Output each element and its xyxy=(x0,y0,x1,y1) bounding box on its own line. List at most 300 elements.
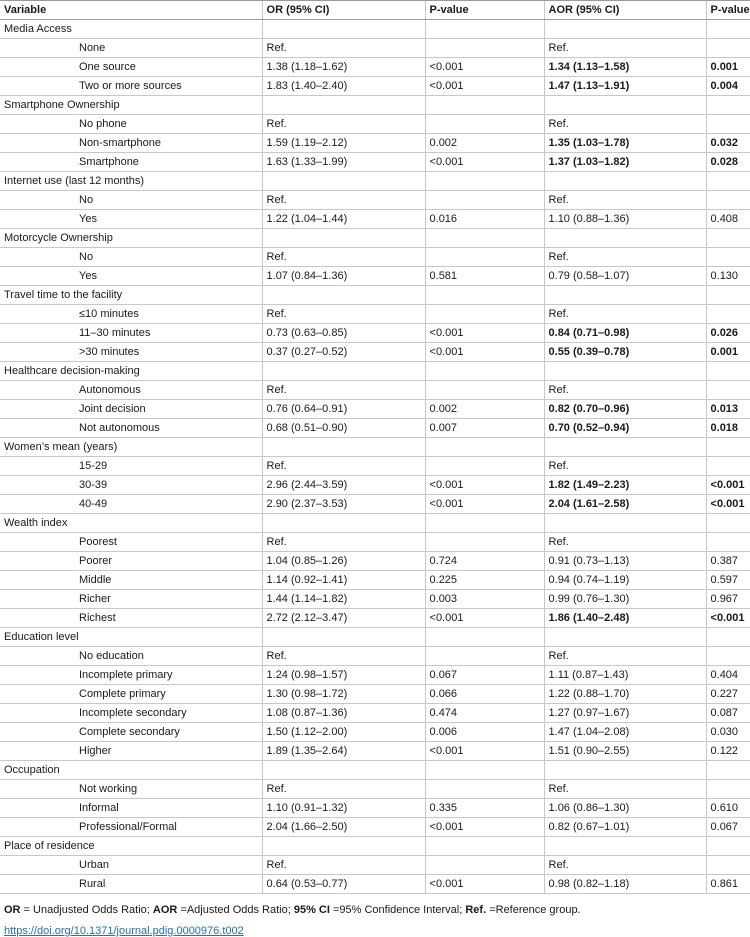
empty-cell xyxy=(706,761,750,780)
level-label: Incomplete secondary xyxy=(75,704,262,723)
empty-cell xyxy=(425,761,544,780)
or-value: 0.73 (0.63–0.85) xyxy=(262,324,425,343)
header-p-value-adjusted: P-value xyxy=(706,1,750,20)
p-value-adjusted: 0.130 xyxy=(706,267,750,286)
empty-cell xyxy=(262,628,425,647)
table-group-row xyxy=(0,761,750,780)
table-row xyxy=(0,134,750,153)
indent-cell xyxy=(0,799,75,818)
empty-cell xyxy=(262,438,425,457)
empty-cell xyxy=(262,362,425,381)
empty-cell xyxy=(706,286,750,305)
or-value: Ref. xyxy=(262,39,425,58)
or-value: 2.04 (1.66–2.50) xyxy=(262,818,425,837)
table-row xyxy=(0,799,750,818)
table-row xyxy=(0,742,750,761)
p-value-unadjusted: 0.007 xyxy=(425,419,544,438)
empty-cell xyxy=(425,96,544,115)
indent-cell xyxy=(0,818,75,837)
p-value-adjusted xyxy=(706,305,750,324)
p-value-adjusted: 0.032 xyxy=(706,134,750,153)
indent-cell xyxy=(0,875,75,894)
p-value-adjusted: 0.001 xyxy=(706,343,750,362)
p-value-unadjusted: <0.001 xyxy=(425,77,544,96)
indent-cell xyxy=(0,704,75,723)
empty-cell xyxy=(706,514,750,533)
or-value: 0.37 (0.27–0.52) xyxy=(262,343,425,362)
table-header-row xyxy=(0,1,750,20)
level-label: Rural xyxy=(75,875,262,894)
empty-cell xyxy=(544,438,706,457)
level-label: Yes xyxy=(75,267,262,286)
aor-value: 1.34 (1.13–1.58) xyxy=(544,58,706,77)
level-label: 30-39 xyxy=(75,476,262,495)
empty-cell xyxy=(425,514,544,533)
footnote-definition: =Reference group. xyxy=(486,904,581,916)
table-row xyxy=(0,400,750,419)
table-row xyxy=(0,191,750,210)
or-value: Ref. xyxy=(262,248,425,267)
aor-value: 1.82 (1.49–2.23) xyxy=(544,476,706,495)
indent-cell xyxy=(0,343,75,362)
p-value-adjusted: <0.001 xyxy=(706,476,750,495)
p-value-unadjusted: 0.002 xyxy=(425,134,544,153)
empty-cell xyxy=(706,438,750,457)
indent-cell xyxy=(0,647,75,666)
level-label: Poorer xyxy=(75,552,262,571)
p-value-adjusted: 0.597 xyxy=(706,571,750,590)
indent-cell xyxy=(0,476,75,495)
indent-cell xyxy=(0,400,75,419)
p-value-adjusted: <0.001 xyxy=(706,609,750,628)
header-or: OR (95% CI) xyxy=(262,1,425,20)
p-value-adjusted xyxy=(706,381,750,400)
or-value: 0.76 (0.64–0.91) xyxy=(262,400,425,419)
indent-cell xyxy=(0,609,75,628)
aor-value: 0.82 (0.70–0.96) xyxy=(544,400,706,419)
p-value-adjusted xyxy=(706,191,750,210)
level-label: Informal xyxy=(75,799,262,818)
or-value: 2.72 (2.12–3.47) xyxy=(262,609,425,628)
table-body xyxy=(0,20,750,894)
p-value-unadjusted: <0.001 xyxy=(425,742,544,761)
p-value-adjusted xyxy=(706,457,750,476)
empty-cell xyxy=(706,96,750,115)
or-value: 1.50 (1.12–2.00) xyxy=(262,723,425,742)
p-value-unadjusted: 0.066 xyxy=(425,685,544,704)
p-value-adjusted: 0.408 xyxy=(706,210,750,229)
table-group-row xyxy=(0,837,750,856)
table-row xyxy=(0,856,750,875)
level-label: None xyxy=(75,39,262,58)
aor-value: 0.79 (0.58–1.07) xyxy=(544,267,706,286)
p-value-adjusted: 0.227 xyxy=(706,685,750,704)
level-label: >30 minutes xyxy=(75,343,262,362)
indent-cell xyxy=(0,324,75,343)
p-value-unadjusted: 0.002 xyxy=(425,400,544,419)
or-value: 1.63 (1.33–1.99) xyxy=(262,153,425,172)
group-label: Healthcare decision-making xyxy=(0,362,262,381)
table-row xyxy=(0,609,750,628)
p-value-adjusted xyxy=(706,780,750,799)
table-row xyxy=(0,419,750,438)
table-group-row xyxy=(0,96,750,115)
empty-cell xyxy=(706,20,750,39)
table-row xyxy=(0,647,750,666)
p-value-unadjusted xyxy=(425,457,544,476)
level-label: Richest xyxy=(75,609,262,628)
table-group-row xyxy=(0,628,750,647)
or-value: 1.10 (0.91–1.32) xyxy=(262,799,425,818)
aor-value: Ref. xyxy=(544,856,706,875)
or-value: 1.89 (1.35–2.64) xyxy=(262,742,425,761)
level-label: 40-49 xyxy=(75,495,262,514)
level-label: Smartphone xyxy=(75,153,262,172)
doi-link[interactable]: https://doi.org/10.1371/journal.pdig.0000976.t002 xyxy=(4,925,244,937)
p-value-adjusted: 0.404 xyxy=(706,666,750,685)
empty-cell xyxy=(262,172,425,191)
p-value-adjusted: 0.087 xyxy=(706,704,750,723)
table-row xyxy=(0,495,750,514)
table-row xyxy=(0,210,750,229)
table-row xyxy=(0,875,750,894)
or-value: 1.30 (0.98–1.72) xyxy=(262,685,425,704)
table-row xyxy=(0,39,750,58)
or-value: 1.83 (1.40–2.40) xyxy=(262,77,425,96)
p-value-adjusted xyxy=(706,533,750,552)
aor-value: 1.27 (0.97–1.67) xyxy=(544,704,706,723)
table-row xyxy=(0,780,750,799)
indent-cell xyxy=(0,590,75,609)
indent-cell xyxy=(0,267,75,286)
empty-cell xyxy=(425,438,544,457)
p-value-adjusted: 0.861 xyxy=(706,875,750,894)
empty-cell xyxy=(262,761,425,780)
level-label: Joint decision xyxy=(75,400,262,419)
p-value-unadjusted: <0.001 xyxy=(425,495,544,514)
p-value-unadjusted xyxy=(425,381,544,400)
table-row xyxy=(0,267,750,286)
aor-value: Ref. xyxy=(544,647,706,666)
level-label: Not working xyxy=(75,780,262,799)
p-value-unadjusted: <0.001 xyxy=(425,343,544,362)
table-row xyxy=(0,533,750,552)
or-value: 1.07 (0.84–1.36) xyxy=(262,267,425,286)
aor-value: 1.22 (0.88–1.70) xyxy=(544,685,706,704)
or-value: Ref. xyxy=(262,856,425,875)
table-row xyxy=(0,552,750,571)
p-value-unadjusted: 0.474 xyxy=(425,704,544,723)
empty-cell xyxy=(425,837,544,856)
or-value: 1.59 (1.19–2.12) xyxy=(262,134,425,153)
table-row xyxy=(0,58,750,77)
or-value: 1.22 (1.04–1.44) xyxy=(262,210,425,229)
empty-cell xyxy=(544,172,706,191)
or-value: 1.08 (0.87–1.36) xyxy=(262,704,425,723)
or-value: 1.44 (1.14–1.82) xyxy=(262,590,425,609)
group-label: Media Access xyxy=(0,20,262,39)
indent-cell xyxy=(0,552,75,571)
empty-cell xyxy=(706,229,750,248)
aor-value: 0.94 (0.74–1.19) xyxy=(544,571,706,590)
p-value-unadjusted: 0.724 xyxy=(425,552,544,571)
aor-value: 1.86 (1.40–2.48) xyxy=(544,609,706,628)
p-value-adjusted: 0.028 xyxy=(706,153,750,172)
table-row xyxy=(0,666,750,685)
table-row xyxy=(0,381,750,400)
level-label: Poorest xyxy=(75,533,262,552)
level-label: Two or more sources xyxy=(75,77,262,96)
group-label: Internet use (last 12 months) xyxy=(0,172,262,191)
group-label: Education level xyxy=(0,628,262,647)
level-label: 15-29 xyxy=(75,457,262,476)
level-label: Incomplete primary xyxy=(75,666,262,685)
indent-cell xyxy=(0,58,75,77)
or-value: Ref. xyxy=(262,457,425,476)
aor-value: 1.47 (1.13–1.91) xyxy=(544,77,706,96)
indent-cell xyxy=(0,305,75,324)
indent-cell xyxy=(0,153,75,172)
empty-cell xyxy=(262,229,425,248)
p-value-unadjusted: 0.016 xyxy=(425,210,544,229)
empty-cell xyxy=(706,362,750,381)
group-label: Place of residence xyxy=(0,837,262,856)
header-aor: AOR (95% CI) xyxy=(544,1,706,20)
level-label: Richer xyxy=(75,590,262,609)
p-value-unadjusted: <0.001 xyxy=(425,153,544,172)
aor-value: 0.70 (0.52–0.94) xyxy=(544,419,706,438)
empty-cell xyxy=(262,837,425,856)
p-value-adjusted: <0.001 xyxy=(706,495,750,514)
p-value-adjusted: 0.067 xyxy=(706,818,750,837)
footnote-definition: =Adjusted Odds Ratio; xyxy=(177,904,294,916)
p-value-unadjusted xyxy=(425,191,544,210)
p-value-unadjusted: 0.006 xyxy=(425,723,544,742)
aor-value: 0.82 (0.67–1.01) xyxy=(544,818,706,837)
or-value: 1.24 (0.98–1.57) xyxy=(262,666,425,685)
level-label: ≤10 minutes xyxy=(75,305,262,324)
indent-cell xyxy=(0,419,75,438)
empty-cell xyxy=(706,172,750,191)
p-value-unadjusted xyxy=(425,533,544,552)
table-row xyxy=(0,723,750,742)
p-value-adjusted: 0.018 xyxy=(706,419,750,438)
aor-value: 1.06 (0.86–1.30) xyxy=(544,799,706,818)
aor-value: 0.84 (0.71–0.98) xyxy=(544,324,706,343)
p-value-unadjusted xyxy=(425,115,544,134)
header-p-value-unadjusted: P-value xyxy=(425,1,544,20)
aor-value: 0.99 (0.76–1.30) xyxy=(544,590,706,609)
table-row xyxy=(0,704,750,723)
p-value-adjusted xyxy=(706,248,750,267)
or-value: 1.38 (1.18–1.62) xyxy=(262,58,425,77)
aor-value: Ref. xyxy=(544,533,706,552)
table-row xyxy=(0,153,750,172)
level-label: Not autonomous xyxy=(75,419,262,438)
table-group-row xyxy=(0,362,750,381)
aor-value: Ref. xyxy=(544,381,706,400)
table-group-row xyxy=(0,20,750,39)
table-row xyxy=(0,115,750,134)
empty-cell xyxy=(544,761,706,780)
indent-cell xyxy=(0,780,75,799)
aor-value: 1.51 (0.90–2.55) xyxy=(544,742,706,761)
aor-value: 0.55 (0.39–0.78) xyxy=(544,343,706,362)
p-value-adjusted xyxy=(706,647,750,666)
empty-cell xyxy=(425,172,544,191)
aor-value: 1.47 (1.04–2.08) xyxy=(544,723,706,742)
or-value: 1.04 (0.85–1.26) xyxy=(262,552,425,571)
empty-cell xyxy=(544,628,706,647)
p-value-adjusted: 0.013 xyxy=(706,400,750,419)
empty-cell xyxy=(262,286,425,305)
group-label: Wealth index xyxy=(0,514,262,533)
table-row xyxy=(0,343,750,362)
indent-cell xyxy=(0,134,75,153)
indent-cell xyxy=(0,39,75,58)
p-value-unadjusted: 0.225 xyxy=(425,571,544,590)
level-label: No xyxy=(75,191,262,210)
empty-cell xyxy=(544,362,706,381)
level-label: No xyxy=(75,248,262,267)
indent-cell xyxy=(0,533,75,552)
aor-value: 1.10 (0.88–1.36) xyxy=(544,210,706,229)
indent-cell xyxy=(0,115,75,134)
p-value-adjusted: 0.387 xyxy=(706,552,750,571)
table-row xyxy=(0,685,750,704)
p-value-unadjusted xyxy=(425,39,544,58)
p-value-unadjusted xyxy=(425,305,544,324)
p-value-adjusted: 0.122 xyxy=(706,742,750,761)
empty-cell xyxy=(262,96,425,115)
level-label: One source xyxy=(75,58,262,77)
indent-cell xyxy=(0,685,75,704)
indent-cell xyxy=(0,723,75,742)
empty-cell xyxy=(544,20,706,39)
aor-value: Ref. xyxy=(544,305,706,324)
indent-cell xyxy=(0,381,75,400)
table-row xyxy=(0,590,750,609)
empty-cell xyxy=(425,229,544,248)
table-row xyxy=(0,571,750,590)
footnote-term: OR xyxy=(4,904,21,916)
aor-value: 2.04 (1.61–2.58) xyxy=(544,495,706,514)
footnote-definition: =95% Confidence Interval; xyxy=(329,904,466,916)
p-value-unadjusted: 0.003 xyxy=(425,590,544,609)
indent-cell xyxy=(0,248,75,267)
level-label: Complete primary xyxy=(75,685,262,704)
level-label: Complete secondary xyxy=(75,723,262,742)
indent-cell xyxy=(0,666,75,685)
aor-value: Ref. xyxy=(544,115,706,134)
empty-cell xyxy=(706,628,750,647)
level-label: Yes xyxy=(75,210,262,229)
aor-value: 1.37 (1.03–1.82) xyxy=(544,153,706,172)
level-label: Higher xyxy=(75,742,262,761)
indent-cell xyxy=(0,210,75,229)
aor-value: 0.98 (0.82–1.18) xyxy=(544,875,706,894)
level-label: Urban xyxy=(75,856,262,875)
p-value-adjusted xyxy=(706,39,750,58)
empty-cell xyxy=(544,837,706,856)
aor-value: 1.11 (0.87–1.43) xyxy=(544,666,706,685)
table-row xyxy=(0,248,750,267)
aor-value: Ref. xyxy=(544,780,706,799)
table-group-row xyxy=(0,172,750,191)
p-value-unadjusted xyxy=(425,780,544,799)
empty-cell xyxy=(544,514,706,533)
aor-value: Ref. xyxy=(544,248,706,267)
indent-cell xyxy=(0,742,75,761)
p-value-unadjusted: <0.001 xyxy=(425,476,544,495)
p-value-unadjusted: <0.001 xyxy=(425,818,544,837)
p-value-adjusted: 0.001 xyxy=(706,58,750,77)
p-value-unadjusted: <0.001 xyxy=(425,609,544,628)
aor-value: 0.91 (0.73–1.13) xyxy=(544,552,706,571)
p-value-adjusted: 0.026 xyxy=(706,324,750,343)
or-value: 2.90 (2.37–3.53) xyxy=(262,495,425,514)
group-label: Women’s mean (years) xyxy=(0,438,262,457)
table-row xyxy=(0,818,750,837)
p-value-unadjusted: 0.581 xyxy=(425,267,544,286)
table-row xyxy=(0,476,750,495)
group-label: Travel time to the facility xyxy=(0,286,262,305)
or-value: Ref. xyxy=(262,305,425,324)
indent-cell xyxy=(0,191,75,210)
level-label: Middle xyxy=(75,571,262,590)
p-value-unadjusted: <0.001 xyxy=(425,324,544,343)
p-value-adjusted xyxy=(706,115,750,134)
table-group-row xyxy=(0,438,750,457)
empty-cell xyxy=(262,20,425,39)
empty-cell xyxy=(425,362,544,381)
p-value-unadjusted xyxy=(425,647,544,666)
table-row xyxy=(0,77,750,96)
p-value-unadjusted: 0.335 xyxy=(425,799,544,818)
table-group-row xyxy=(0,514,750,533)
empty-cell xyxy=(262,514,425,533)
table-row xyxy=(0,305,750,324)
level-label: Autonomous xyxy=(75,381,262,400)
level-label: Non-smartphone xyxy=(75,134,262,153)
group-label: Smartphone Ownership xyxy=(0,96,262,115)
empty-cell xyxy=(425,20,544,39)
or-value: 0.64 (0.53–0.77) xyxy=(262,875,425,894)
p-value-unadjusted xyxy=(425,856,544,875)
indent-cell xyxy=(0,77,75,96)
table-group-row xyxy=(0,286,750,305)
or-value: 0.68 (0.51–0.90) xyxy=(262,419,425,438)
empty-cell xyxy=(425,628,544,647)
level-label: No education xyxy=(75,647,262,666)
empty-cell xyxy=(544,96,706,115)
p-value-adjusted: 0.004 xyxy=(706,77,750,96)
footnote-term: 95% CI xyxy=(293,904,330,916)
aor-value: Ref. xyxy=(544,39,706,58)
empty-cell xyxy=(425,286,544,305)
aor-value: Ref. xyxy=(544,457,706,476)
p-value-adjusted: 0.967 xyxy=(706,590,750,609)
indent-cell xyxy=(0,571,75,590)
level-label: 11–30 minutes xyxy=(75,324,262,343)
group-label: Occupation xyxy=(0,761,262,780)
or-value: 2.96 (2.44–3.59) xyxy=(262,476,425,495)
p-value-unadjusted: 0.067 xyxy=(425,666,544,685)
p-value-adjusted: 0.030 xyxy=(706,723,750,742)
p-value-unadjusted: <0.001 xyxy=(425,875,544,894)
table-footnote xyxy=(4,903,750,917)
empty-cell xyxy=(706,837,750,856)
